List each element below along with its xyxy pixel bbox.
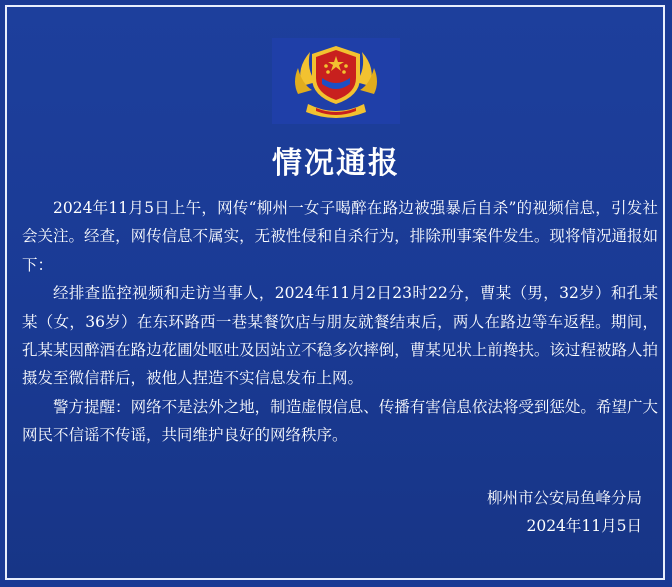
paragraph-warning: 警方提醒：网络不是法外之地，制造虚假信息、传播有害信息依法将受到惩处。希望广大网民不信谣不传谣，共同维护良好的网络秩序。: [22, 397, 658, 445]
emblem-panel: [272, 38, 400, 124]
signature-organization: 柳州市公安局鱼峰分局: [486, 489, 642, 507]
paragraph-investigation: 经排查监控视频和走访当事人，2024年11月2日23时22分，曹某（男，32岁）和孔某某（女，36岁）在东环路西一巷某餐饮店与朋友就餐结束后，两人在路边等车返程。期间，孔某某因醉酒在路边花圃处呕吐及因站立不稳多次摔倒，曹某见状上前搀扶。该过程被路人拍摄发至微信群后，被他人捏造不实信息发布上网。: [22, 284, 658, 388]
signature-date: 2024年11月5日: [526, 517, 642, 535]
page-title: 情况通报: [272, 146, 400, 181]
notice-body: [22, 194, 658, 450]
police-emblem-icon: [272, 38, 400, 124]
paragraph-intro: 2024年11月5日上午，网传“柳州一女子喝醉在路边被强暴后自杀”的视频信息，引发社会关注。经查，网传信息不属实，无被性侵和自杀行为，排除刑事案件发生。现将情况通报如下：: [22, 199, 658, 274]
